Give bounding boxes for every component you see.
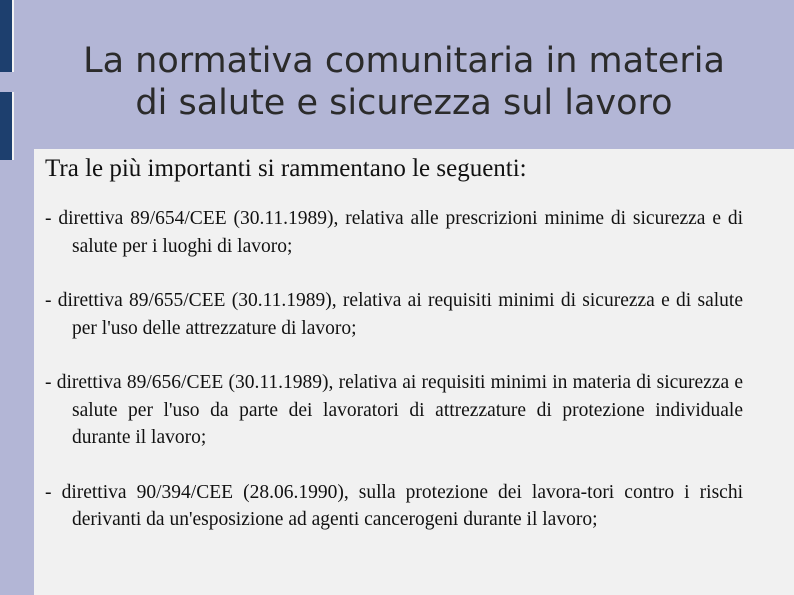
list-item: - direttiva 89/655/CEE (30.11.1989), relativa ai requisiti minimi di sicurezza e di salute per l'uso delle attrezzature di lavoro; — [45, 290, 743, 339]
intro-text: Tra le più importanti si rammentano le seguenti: — [45, 155, 527, 182]
title-line-1: La normativa comunitaria in materia — [83, 41, 725, 81]
title-line-2: di salute e sicurezza sul lavoro — [135, 83, 673, 123]
list-item: - direttiva 90/394/CEE (28.06.1990), sulla protezione dei lavora-tori contro i rischi derivanti da un'esposizione ad agenti cancerogeni durante il lavoro; — [45, 481, 743, 530]
content-area — [34, 149, 794, 595]
list-item: - direttiva 89/654/CEE (30.11.1989), relativa alle prescrizioni minime di sicurezza e di salute per i luoghi di lavoro; — [45, 208, 743, 257]
list-item: - direttiva 89/656/CEE (30.11.1989), relativa ai requisiti minimi in materia di sicurezza e salute per l'uso da parte dei lavoratori di attrezzature di protezione individuale durante il lavoro; — [45, 372, 743, 448]
side-bar-1 — [0, 0, 14, 72]
side-bar-2 — [0, 92, 14, 160]
decorative-side-bars — [0, 0, 20, 595]
slide-title — [34, 40, 774, 124]
